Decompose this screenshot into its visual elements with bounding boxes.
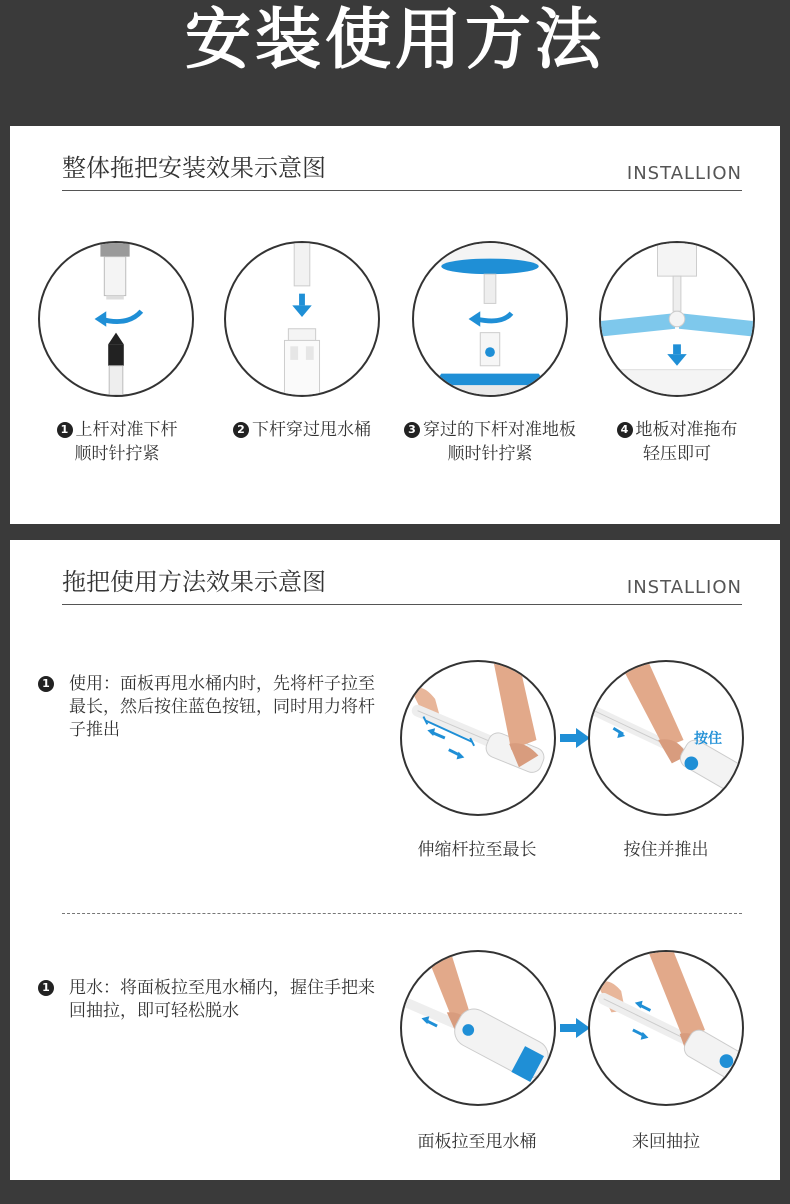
step-4-caption (582, 418, 772, 466)
section-divider (62, 913, 742, 914)
usage-1-arrow-right-icon (560, 728, 590, 748)
step-4-line1: 地板对准拖布 (635, 420, 738, 440)
step-4-illustration (599, 241, 755, 397)
installation-rule (62, 190, 742, 191)
usage-item-2-number: 1 (38, 980, 54, 996)
step-3-caption (395, 418, 585, 466)
step-4-number: 4 (617, 422, 633, 438)
step-2-caption (207, 418, 397, 442)
usage-item-1-description: 使用：面板再甩水桶内时，先将杆子拉至最长，然后按住蓝色按钮，同时用力将杆子推出 (69, 674, 375, 740)
step-2-number: 2 (233, 422, 249, 438)
step-1-caption (22, 418, 212, 466)
press-badge-label: 按住 (694, 731, 722, 747)
usage-item-2-text (38, 977, 378, 1023)
step-3-line1: 穿过的下杆对准地板 (423, 420, 576, 440)
step-2-illustration (224, 241, 380, 397)
usage-item-1-number: 1 (38, 676, 54, 692)
step-1-line1: 上杆对准下杆 (75, 420, 178, 440)
usage-subtitle: INSTALLION (626, 577, 742, 598)
usage-1-right-caption: 按住并推出 (623, 840, 709, 860)
page-title: 安装使用方法 (185, 1, 605, 78)
usage-2-left-caption: 面板拉至甩水桶 (417, 1132, 537, 1152)
banner (0, 0, 790, 125)
step-3-illustration (412, 241, 568, 397)
usage-rule (62, 604, 742, 605)
usage-card (10, 540, 780, 1180)
installation-card (10, 126, 780, 524)
step-3-line2: 顺时针拧紧 (447, 444, 533, 464)
usage-1-left-caption: 伸缩杆拉至最长 (417, 840, 537, 860)
usage-item-2-description: 甩水：将面板拉至甩水桶内，握住手把来回抽拉，即可轻松脱水 (69, 978, 375, 1021)
usage-1-left-illustration (400, 660, 556, 816)
usage-2-left-illustration (400, 950, 556, 1106)
installation-subtitle: INSTALLION (626, 163, 742, 184)
usage-2-right-illustration (588, 950, 744, 1106)
step-1-illustration (38, 241, 194, 397)
installation-title: 整体拖把安装效果示意图 (62, 154, 326, 182)
step-1-line2: 顺时针拧紧 (74, 444, 160, 464)
step-3-number: 3 (404, 422, 420, 438)
usage-2-arrow-right-icon (560, 1018, 590, 1038)
usage-title: 拖把使用方法效果示意图 (62, 568, 326, 596)
step-2-line1: 下杆穿过甩水桶 (252, 420, 371, 440)
step-1-number: 1 (57, 422, 73, 438)
usage-item-1-text (38, 673, 378, 742)
usage-2-right-caption: 来回抽拉 (632, 1132, 700, 1152)
step-4-line2: 轻压即可 (643, 444, 711, 464)
